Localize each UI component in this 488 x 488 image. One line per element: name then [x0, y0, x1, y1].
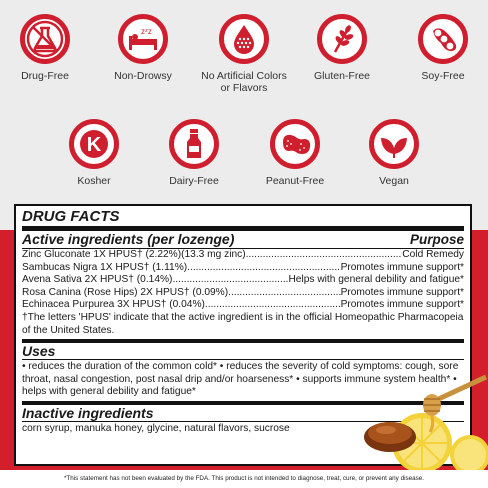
ingredient-row: [22, 262, 464, 275]
leader-dots: [172, 274, 288, 287]
fda-disclaimer: *This statement has not been evaluated by the FDA. This product is not intended to diagnose, treat, cure, or prevent any disease.: [0, 470, 488, 488]
hpus-footnote: †The letters 'HPUS' indicate that the active ingredient is in the official Homeopathic Pharmacopeia of the United States.: [22, 311, 464, 336]
drop-icon: [219, 14, 269, 64]
zzz-text: zᶻz: [141, 27, 152, 36]
ingredient-purpose: Promotes immune support*: [340, 261, 464, 273]
purpose-heading: Purpose: [409, 232, 464, 247]
active-ingredients-heading: Active ingredients (per lozenge): [22, 231, 235, 247]
badge-drug-free: [0, 14, 90, 82]
badge-soy-free: [398, 14, 488, 82]
lozenge-lemon-honey-image: [360, 375, 488, 470]
badge-label: No Artificial Colors or Flavors: [201, 70, 287, 94]
inactive-ingredients-text: corn syrup, manuka honey, glycine, natural flavors, sucrose: [22, 422, 290, 434]
sleeping-bed-icon: [118, 14, 168, 64]
ingredient-name: Rosa Canina (Rose Hips) 2X HPUS† (0.09%): [22, 286, 229, 298]
badge-non-drowsy: [98, 14, 188, 82]
badge-peanut-free: [250, 119, 340, 187]
drug-facts-title: DRUG FACTS: [22, 206, 464, 231]
flask-icon: [20, 14, 70, 64]
uses-text: • reduces the duration of the common cold* • reduces the severity of cold symptoms: cough, sore throat, nasal congestion, post nasal drip and/or hoarseness* • supports immune system health* • helps with general debility and fatigue*: [22, 361, 459, 398]
badge-dairy-free: [149, 119, 239, 187]
ingredient-purpose: Helps with general debility and fatigue*: [288, 274, 464, 286]
ingredient-row: [22, 299, 464, 312]
leaf-icon: [369, 119, 419, 169]
leader-dots: [187, 262, 340, 275]
milk-bottle-icon: [169, 119, 219, 169]
leader-dots: [205, 299, 341, 312]
badge-gluten-free: [297, 14, 387, 82]
kosher-k-icon: [69, 119, 119, 169]
badge-label: Vegan: [379, 175, 409, 187]
badge-label: Peanut-Free: [265, 175, 325, 187]
wheat-icon: [317, 14, 367, 64]
kosher-letter: K: [86, 134, 102, 156]
badge-label: Soy-Free: [421, 70, 465, 82]
uses-heading: Uses: [22, 343, 464, 360]
ingredient-row: [22, 249, 464, 262]
inactive-ingredients-heading: Inactive ingredients: [22, 405, 464, 422]
leader-dots: [246, 249, 403, 262]
badge-label: Drug-Free: [21, 70, 69, 82]
ingredient-name: Avena Sativa 2X HPUS† (0.14%): [22, 274, 173, 286]
badge-vegan: [349, 119, 439, 187]
badge-no-artificial: [199, 14, 289, 94]
ingredient-purpose: Promotes immune support*: [340, 286, 464, 298]
badge-label: Gluten-Free: [313, 70, 371, 82]
badge-label: Non-Drowsy: [114, 70, 172, 82]
badge-label: Kosher: [77, 175, 111, 187]
ingredient-purpose: Promotes immune support*: [340, 299, 464, 311]
soybean-icon: [418, 14, 468, 64]
peanut-icon: [270, 119, 320, 169]
ingredient-name: Sambucas Nigra 1X HPUS† (1.11%): [22, 261, 188, 273]
leader-dots: [228, 287, 340, 300]
ingredient-row: [22, 287, 464, 300]
active-ingredients-header: [22, 231, 464, 249]
ingredient-row: [22, 274, 464, 287]
badge-label: Dairy-Free: [169, 175, 219, 187]
ingredient-name: Zinc Gluconate 1X HPUS† (2.22%)(13.3 mg zinc): [22, 249, 246, 260]
ingredient-purpose: Cold Remedy: [402, 249, 464, 260]
badge-kosher: [49, 119, 139, 187]
ingredient-name: Echinacea Purpurea 3X HPUS† (0.04%): [22, 299, 205, 311]
